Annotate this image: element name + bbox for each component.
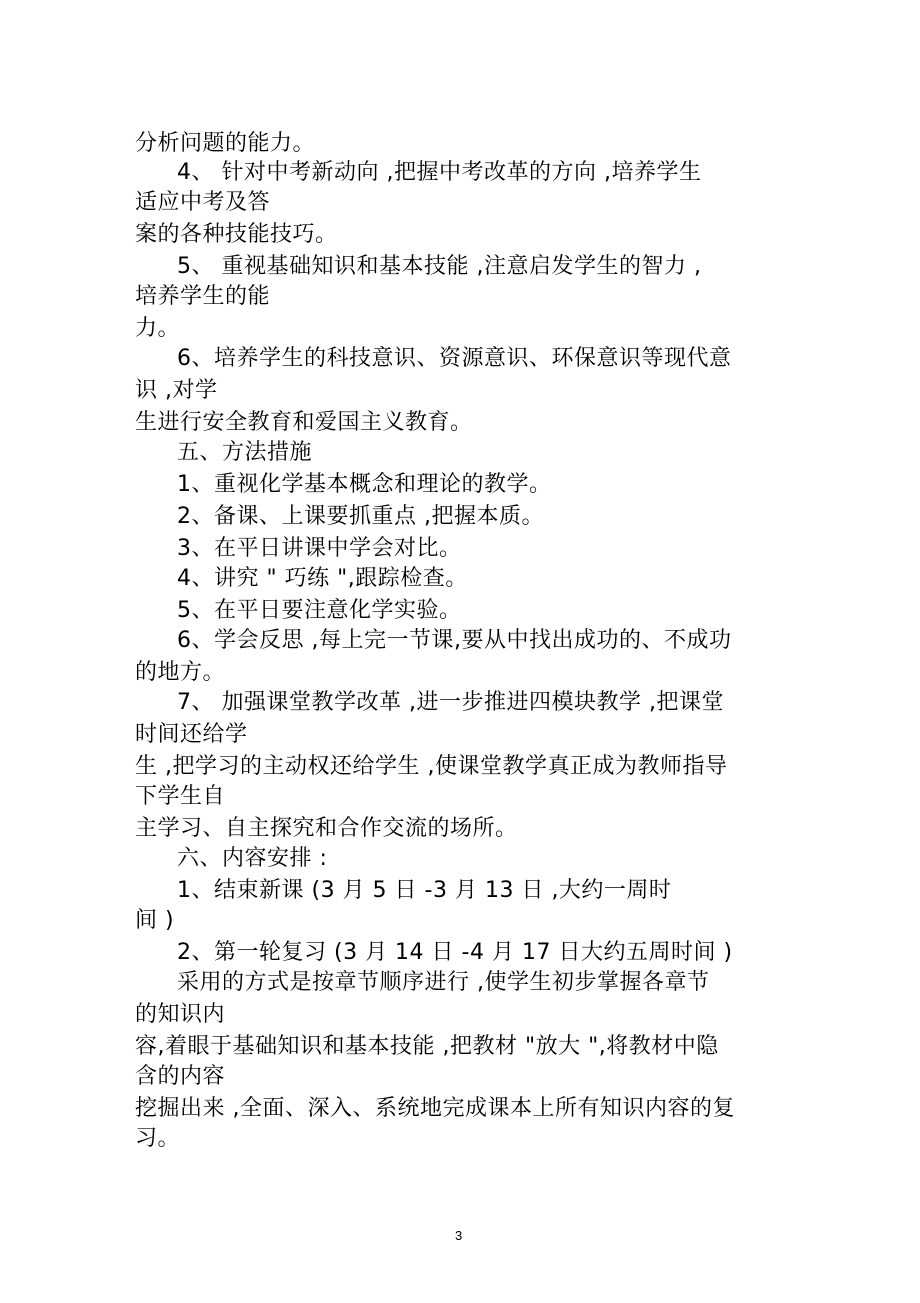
- text-line: 含的内容: [135, 1064, 226, 1089]
- text-line: 适应中考及答: [135, 190, 271, 215]
- text-line: 6、培养学生的科技意识、资源意识、环保意识等现代意: [177, 346, 732, 371]
- text-line: 的地方。: [135, 660, 226, 685]
- text-line: 4、讲究 " 巧练 ",跟踪检查。: [177, 566, 468, 591]
- text-line: 7、 加强课堂教学改革 ,进一步推进四模块教学 ,把课堂: [177, 690, 724, 715]
- text-line: 生进行安全教育和爱国主义教育。: [135, 410, 473, 435]
- text-line: 生 ,把学习的主动权还给学生 ,使课堂教学真正成为教师指导: [135, 754, 728, 779]
- text-line: 1、结束新课 (3 月 5 日 -3 月 13 日 ,大约一周时: [177, 878, 672, 903]
- text-line: 2、第一轮复习 (3 月 14 日 -4 月 17 日大约五周时间 ): [177, 940, 733, 965]
- text-line: 2、备课、上课要抓重点 ,把握本质。: [177, 504, 544, 529]
- text-line: 分析问题的能力。: [135, 131, 316, 156]
- text-line: 间 ): [135, 908, 175, 933]
- text-line: 容,着眼于基础知识和基本技能 ,把教材 "放大 ",将教材中隐: [135, 1034, 719, 1059]
- text-line: 主学习、自主探究和合作交流的场所。: [135, 816, 518, 841]
- text-line: 4、 针对中考新动向 ,把握中考改革的方向 ,培养学生: [177, 160, 702, 185]
- text-line: 3、在平日讲课中学会对比。: [177, 536, 462, 561]
- text-line: 识 ,对学: [135, 378, 218, 403]
- text-line: 力。: [135, 316, 181, 341]
- text-line: 下学生自: [135, 784, 226, 809]
- text-line: 6、学会反思 ,每上完一节课,要从中找出成功的、不成功: [177, 628, 732, 653]
- text-line: 5、 重视基础知识和基本技能 ,注意启发学生的智力 ,: [177, 254, 702, 279]
- page-number: 3: [455, 1228, 463, 1243]
- section-heading: 六、内容安排 :: [177, 846, 328, 871]
- text-line: 时间还给学: [135, 722, 248, 747]
- text-line: 习。: [135, 1126, 181, 1151]
- section-heading: 五、方法措施: [177, 440, 313, 465]
- text-line: 挖掘出来 ,全面、深入、系统地完成课本上所有知识内容的复: [135, 1096, 735, 1121]
- text-line: 培养学生的能: [135, 284, 271, 309]
- text-line: 1、重视化学基本概念和理论的教学。: [177, 472, 552, 497]
- text-line: 采用的方式是按章节顺序进行 ,使学生初步掌握各章节: [177, 970, 710, 995]
- text-line: 的知识内: [135, 1002, 226, 1027]
- text-line: 5、在平日要注意化学实验。: [177, 598, 462, 623]
- text-line: 案的各种技能技巧。: [135, 222, 338, 247]
